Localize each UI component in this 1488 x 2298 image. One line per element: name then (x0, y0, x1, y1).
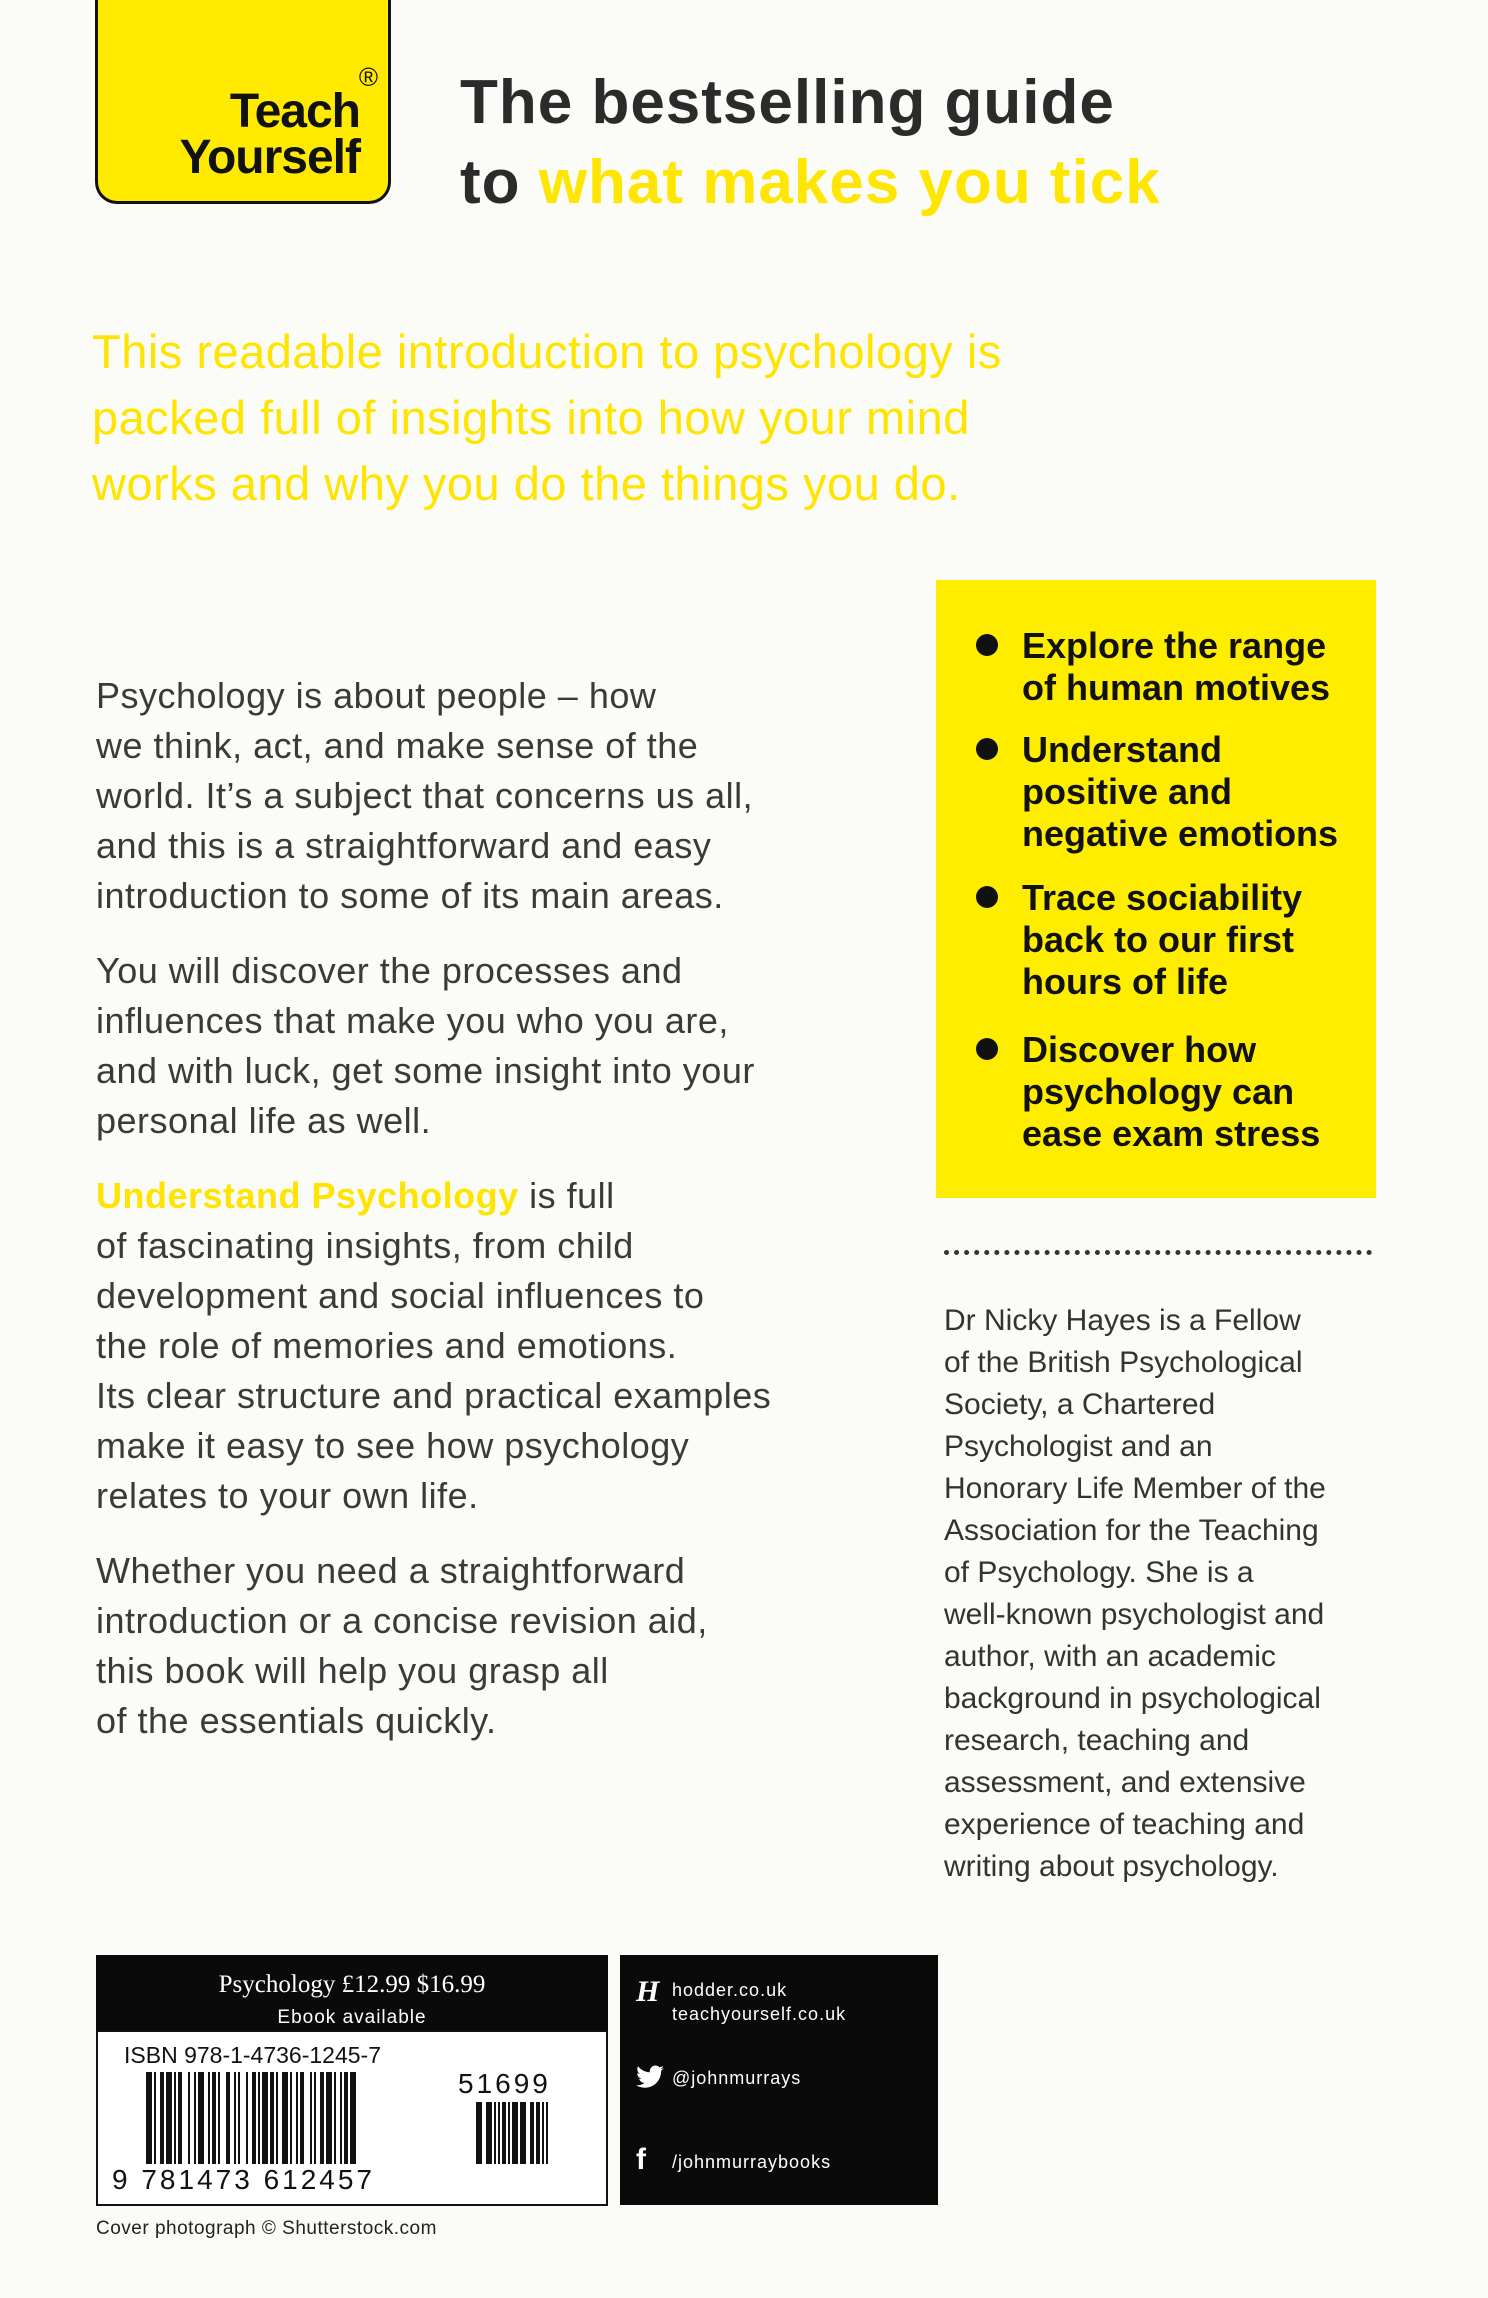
author-line: Association for the Teaching (944, 1514, 1319, 1547)
site-link[interactable]: hodder.co.uk (672, 1980, 788, 2000)
barcode-bar (246, 2072, 248, 2164)
barcode-bar (350, 2072, 356, 2164)
key-points-box (936, 580, 1376, 1198)
body-line: the role of memories and emotions. (96, 1325, 678, 1366)
twitter-handle[interactable]: @johnmurrays (672, 2068, 802, 2088)
barcode-bar (290, 2072, 292, 2164)
bullet-line: Explore the range (1022, 625, 1327, 666)
barcode-bar (486, 2102, 492, 2164)
headline-line-1: The bestselling guide (460, 68, 1115, 137)
barcode-box (96, 2030, 608, 2206)
bullet-dot (976, 634, 998, 656)
barcode-bar (320, 2072, 324, 2164)
barcode-bar (188, 2072, 190, 2164)
barcode-bar (258, 2072, 260, 2164)
bullet-line: Trace sociability (1022, 877, 1303, 918)
body-line: this book will help you grasp all (96, 1650, 609, 1691)
isbn-text: ISBN 978-1-4736-1245-7 (124, 2042, 381, 2068)
barcode-bar (238, 2072, 240, 2164)
barcode-bar (326, 2072, 332, 2164)
barcode-bar (508, 2102, 510, 2164)
twitter-icon (636, 2065, 664, 2089)
registered-mark: ® (358, 62, 378, 92)
barcode-bar (154, 2072, 156, 2164)
body-line: Whether you need a straightforward (96, 1550, 686, 1591)
barcode-bar (340, 2072, 342, 2164)
barcode-bar (208, 2072, 210, 2164)
author-line: of Psychology. She is a (944, 1556, 1254, 1589)
barcode-bar (542, 2102, 544, 2164)
facebook-handle[interactable]: /johnmurraybooks (672, 2152, 832, 2172)
bullet-line: ease exam stress (1022, 1113, 1321, 1154)
addon-code: 51699 (458, 2068, 551, 2099)
publisher-links-box (620, 1955, 938, 2205)
body-line: relates to your own life. (96, 1475, 479, 1516)
body-line: of fascinating insights, from child (96, 1225, 634, 1266)
ean-number: 9 781473 612457 (112, 2164, 375, 2195)
main-barcode (146, 2072, 356, 2164)
bullet-line: Understand (1022, 729, 1223, 770)
barcode-bar (234, 2072, 236, 2164)
author-line: research, teaching and (944, 1724, 1250, 1757)
barcode-bar (262, 2072, 268, 2164)
barcode-bar (314, 2072, 316, 2164)
barcode-bar (546, 2102, 548, 2164)
body-line: introduction or a concise revision aid, (96, 1600, 708, 1641)
headline-line-2 (460, 148, 1161, 217)
author-line: Psychologist and an (944, 1430, 1213, 1463)
body-line: influences that make you who you are, (96, 1000, 729, 1041)
bullet-line: hours of life (1022, 961, 1228, 1002)
hodder-icon: H (636, 1975, 660, 2008)
author-line: assessment, and extensive (944, 1766, 1306, 1799)
author-line: author, with an academic (944, 1640, 1276, 1673)
body-line-rest: is full (518, 1175, 615, 1216)
addon-barcode (476, 2102, 548, 2164)
barcode-bar (160, 2072, 164, 2164)
headline-highlight: what makes you tick (538, 148, 1161, 217)
body-line: and this is a straightforward and easy (96, 825, 712, 866)
intro-line: works and why you do the things you do. (92, 457, 961, 510)
author-line: well-known psychologist and (944, 1598, 1325, 1631)
barcode-bar (166, 2072, 172, 2164)
barcode-bar (194, 2072, 196, 2164)
body-line (96, 1175, 615, 1216)
body-line: development and social influences to (96, 1275, 705, 1316)
body-line: we think, act, and make sense of the (96, 725, 699, 766)
barcode-bar (530, 2102, 534, 2164)
bullet-line: negative emotions (1022, 813, 1339, 854)
body-line: Psychology is about people – how (96, 675, 657, 716)
body-line: personal life as well. (96, 1100, 432, 1141)
barcode-bar (146, 2072, 152, 2164)
body-line: Its clear structure and practical examples (96, 1375, 772, 1416)
dotted-divider (944, 1250, 1372, 1255)
barcode-bar (174, 2072, 176, 2164)
barcode-bar (252, 2072, 256, 2164)
barcode-bar (498, 2102, 500, 2164)
barcode-bar (296, 2072, 298, 2164)
bullet-dot (976, 738, 998, 760)
barcode-bar (476, 2102, 482, 2164)
bullet-line: of human motives (1022, 667, 1331, 708)
barcode-bar (198, 2072, 204, 2164)
bullet-line: positive and (1022, 771, 1233, 812)
author-line: experience of teaching and (944, 1808, 1305, 1841)
barcode-bar (270, 2072, 274, 2164)
author-line: background in psychological (944, 1682, 1321, 1715)
bullet-dot (976, 1038, 998, 1060)
body-line: make it easy to see how psychology (96, 1425, 690, 1466)
barcode-bar (536, 2102, 540, 2164)
barcode-bar (520, 2102, 526, 2164)
bullet-dot (976, 886, 998, 908)
barcode-bar (512, 2102, 518, 2164)
bullet-line: Discover how (1022, 1029, 1257, 1070)
author-line: Society, a Chartered (944, 1388, 1216, 1421)
teach-yourself-logo (95, 0, 391, 204)
author-line: Dr Nicky Hayes is a Fellow (944, 1304, 1301, 1337)
barcode-bar (300, 2072, 304, 2164)
author-line: Honorary Life Member of the (944, 1472, 1326, 1505)
author-line: of the British Psychological (944, 1346, 1303, 1379)
body-line: world. It’s a subject that concerns us all, (96, 775, 754, 816)
bullet-line: psychology can (1022, 1071, 1295, 1112)
author-line: writing about psychology. (944, 1850, 1279, 1883)
intro-line: This readable introduction to psychology is (92, 325, 1002, 378)
price-line: Psychology £12.99 $16.99 (218, 1971, 486, 1998)
barcode-bar (494, 2102, 496, 2164)
barcode-bar (212, 2072, 216, 2164)
body-line: of the essentials quickly. (96, 1700, 497, 1741)
headline-prefix: to (460, 148, 539, 217)
book-title-highlight: Understand Psychology (96, 1175, 519, 1216)
barcode-bar (310, 2072, 312, 2164)
logo-line-1: Teach (229, 85, 360, 138)
photo-credit: Cover photograph © Shutterstock.com (96, 2218, 437, 2239)
site-link[interactable]: teachyourself.co.uk (672, 2004, 847, 2024)
barcode-bar (334, 2072, 336, 2164)
barcode-bar (226, 2072, 230, 2164)
intro-line: packed full of insights into how your mind (92, 391, 970, 444)
ebook-line: Ebook available (277, 2007, 427, 2028)
body-line: You will discover the processes and (96, 950, 683, 991)
logo-line-2: Yourself (179, 131, 360, 184)
bullet-line: back to our first (1022, 919, 1295, 960)
barcode-bar (276, 2072, 278, 2164)
body-line: and with luck, get some insight into your (96, 1050, 755, 1091)
barcode-bar (282, 2072, 288, 2164)
barcode-bar (344, 2072, 348, 2164)
body-line: introduction to some of its main areas. (96, 875, 724, 916)
barcode-bar (218, 2072, 220, 2164)
facebook-icon: f (636, 2143, 646, 2176)
barcode-bar (502, 2102, 506, 2164)
barcode-bar (178, 2072, 182, 2164)
